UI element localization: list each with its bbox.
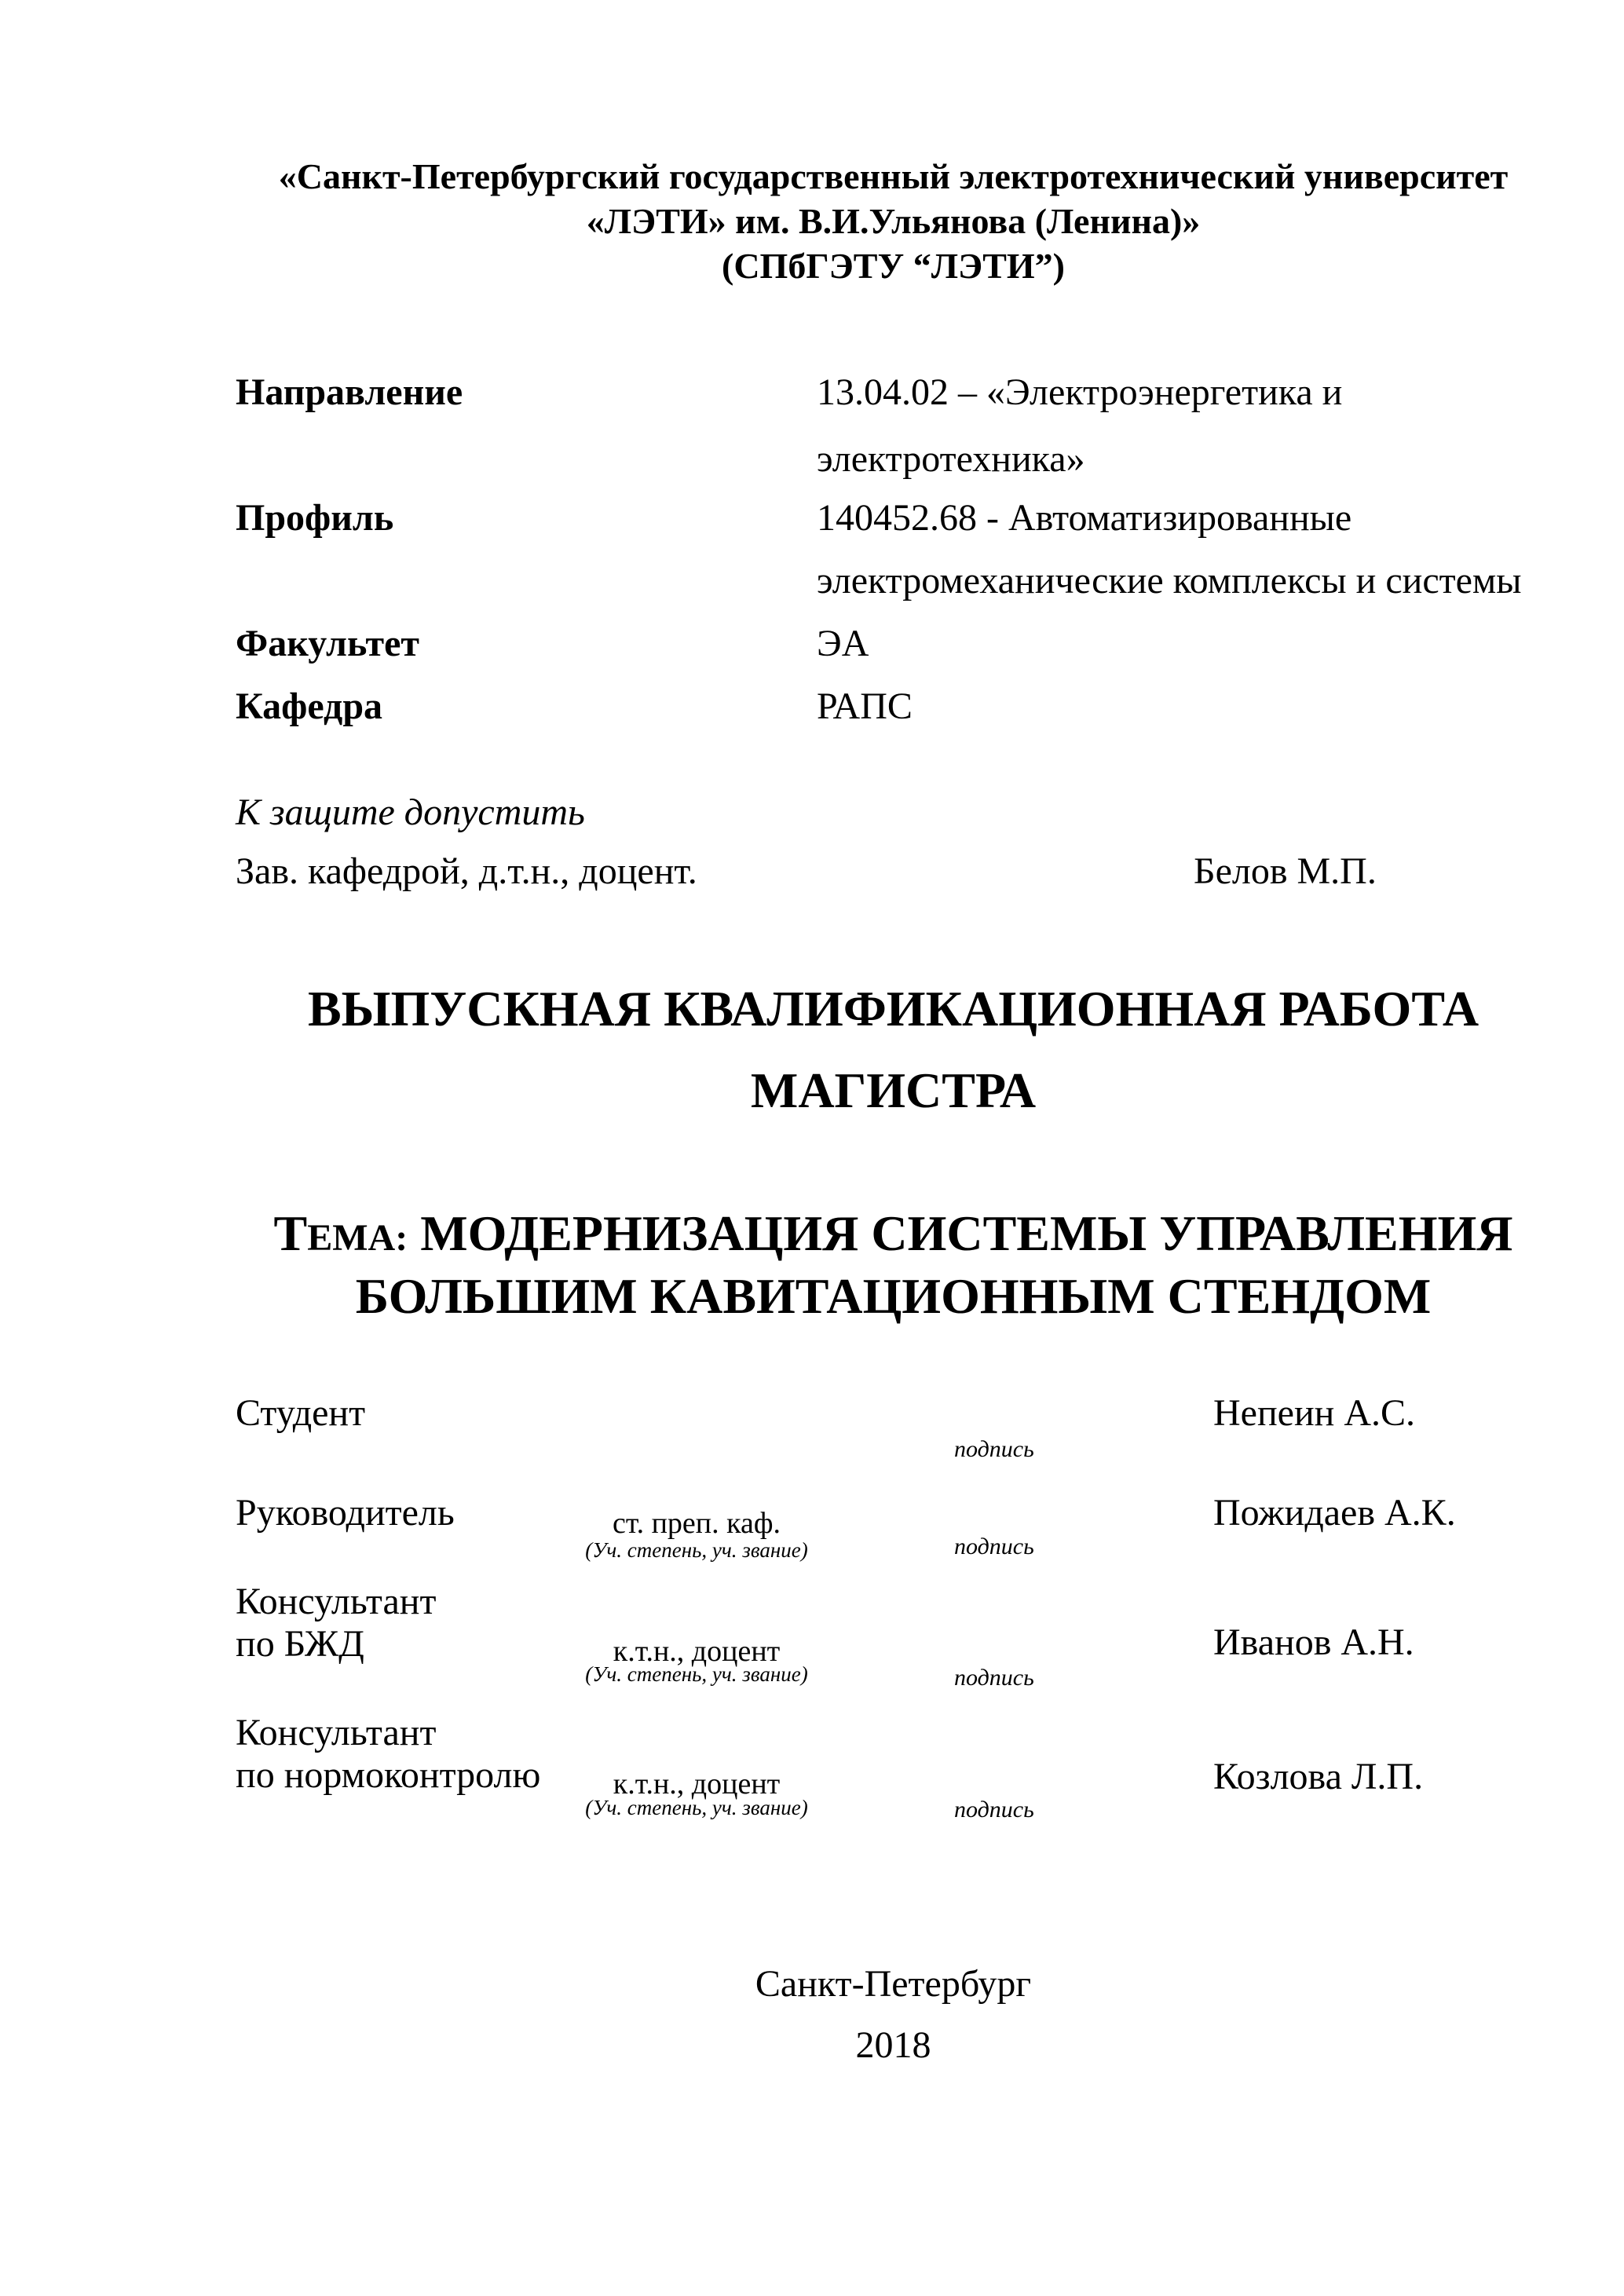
signature-role-normcontrol-consultant: [236, 1712, 540, 1797]
field-value-profile-line-1: 140452.68 - Автоматизированные: [817, 497, 1352, 539]
theme-text-line-1: МОДЕРНИЗАЦИЯ СИСТЕМЫ УПРАВЛЕНИЯ: [420, 1205, 1513, 1261]
field-label-profile: Профиль: [236, 497, 394, 539]
footer-city: Санкт-Петербург: [755, 1963, 1032, 2005]
signature-name-student: Непеин А.С.: [1213, 1392, 1416, 1434]
theme-label-initial: Т: [273, 1205, 308, 1261]
field-value-direction-line-1: 13.04.02 – «Электроэнергетика и: [817, 371, 1343, 413]
university-abbreviation: (СПбГЭТУ “ЛЭТИ”): [722, 246, 1065, 286]
signature-name-normcontrol-consultant: Козлова Л.П.: [1213, 1756, 1424, 1797]
field-label-department: Кафедра: [236, 686, 383, 727]
signature-degree-supervisor: ст. преп. каф.: [612, 1507, 781, 1540]
signature-role-safety-consultant: [236, 1581, 436, 1665]
signature-name-supervisor: Пожидаев А.К.: [1213, 1492, 1456, 1534]
theme-title: [236, 1205, 1551, 1325]
approver-title: Зав. кафедрой, д.т.н., доцент.: [236, 850, 697, 892]
signature-degree-note-supervisor: (Уч. степень, уч. звание): [585, 1538, 808, 1562]
theme-label-rest: ЕМА:: [307, 1217, 408, 1259]
field-value-faculty: ЭА: [817, 623, 869, 664]
work-title-line-1: ВЫПУСКНАЯ КВАЛИФИКАЦИОННАЯ РАБОТА: [307, 981, 1480, 1036]
work-title-line-2: МАГИСТРА: [750, 1062, 1037, 1118]
theme-text-line-2: БОЛЬШИМ КАВИТАЦИОННЫМ СТЕНДОМ: [355, 1268, 1432, 1324]
signature-caption-normcontrol-consultant: подпись: [954, 1797, 1034, 1823]
signature-degree-note-normcontrol-consultant: (Уч. степень, уч. звание): [585, 1796, 808, 1819]
field-value-direction-line-2: электротехника»: [817, 438, 1085, 480]
signature-degree-safety-consultant: к.т.н., доцент: [613, 1635, 781, 1668]
theme-line-1: [236, 1205, 1551, 1267]
field-label-faculty: Факультет: [236, 623, 419, 664]
signature-degree-note-safety-consultant: (Уч. степень, уч. звание): [585, 1662, 808, 1686]
field-label-direction: Направление: [236, 371, 463, 413]
signature-role-safety-line-1: Консультант: [236, 1581, 437, 1622]
signature-role-safety-line-2: по БЖД: [236, 1623, 364, 1665]
university-name-line-2: «ЛЭТИ» им. В.И.Ульянова (Ленина)»: [586, 201, 1201, 241]
signature-role-student: Студент: [236, 1392, 366, 1434]
admission-note: К защите допустить: [236, 792, 585, 833]
approver-name: Белов М.П.: [1194, 850, 1377, 892]
signature-role-supervisor: Руководитель: [236, 1492, 455, 1534]
work-title: [236, 968, 1551, 1132]
signature-caption-supervisor: подпись: [954, 1534, 1034, 1559]
signature-caption-student: подпись: [954, 1436, 1034, 1462]
signature-role-normcontrol-line-1: Консультант: [236, 1712, 437, 1753]
signature-role-normcontrol-line-2: по нормоконтролю: [236, 1754, 541, 1796]
footer-year: 2018: [855, 2024, 931, 2066]
field-value-profile-line-2: электромеханические комплексы и системы: [817, 560, 1522, 601]
signature-name-safety-consultant: Иванов А.Н.: [1213, 1621, 1414, 1663]
university-header: [236, 154, 1551, 288]
university-name-line-1: «Санкт-Петербургский государственный электротехнический университет: [278, 156, 1509, 196]
field-value-department: РАПС: [817, 686, 913, 727]
signature-caption-safety-consultant: подпись: [954, 1665, 1034, 1691]
signature-degree-normcontrol-consultant: к.т.н., доцент: [613, 1768, 781, 1801]
